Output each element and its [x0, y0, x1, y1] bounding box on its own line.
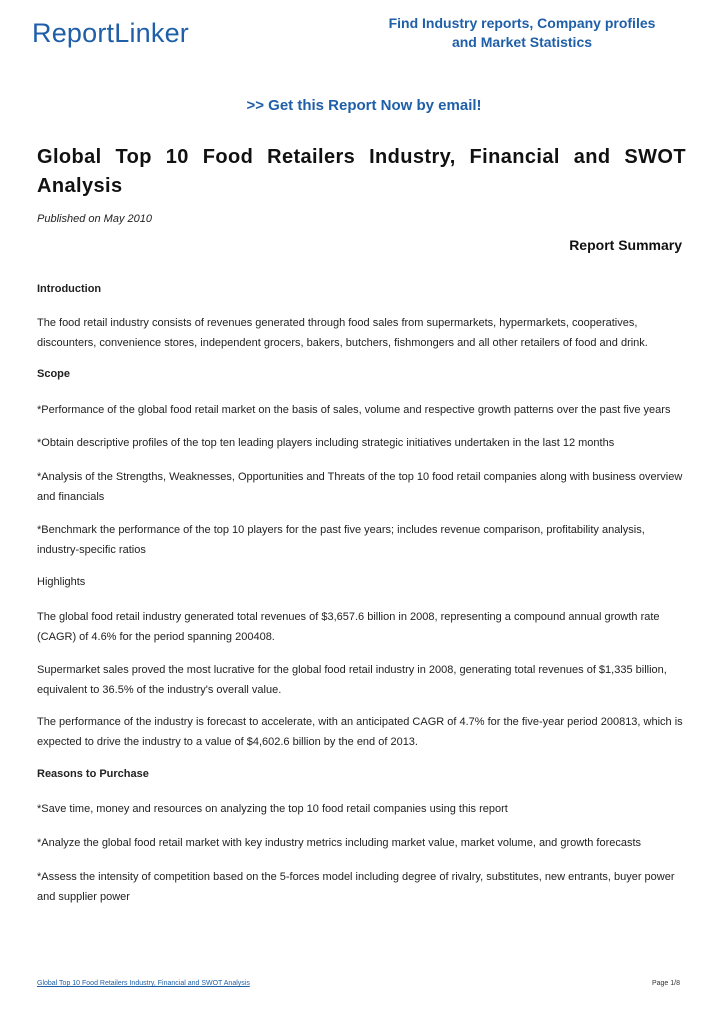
scope-item: *Performance of the global food retail market on the basis of sales, volume and respective growth patterns over the past five years: [37, 404, 671, 416]
reportlinker-logo[interactable]: ReportLinker: [32, 18, 189, 48]
reason-item: *Assess the intensity of competition based on the 5-forces model including degree of rivalry, substitutes, new entrants, buyer power and supplier power: [37, 871, 675, 903]
introduction-text: The food retail industry consists of revenues generated through food sales from supermarkets, hypermarkets, cooperatives, discounters, convenience stores, independent grocers, bakers, butchers, fishmongers and all other retailers of food and drink.: [37, 317, 648, 349]
footer-report-link[interactable]: Global Top 10 Food Retailers Industry, Financial and SWOT Analysis: [37, 980, 250, 987]
highlight-item: The performance of the industry is forecast to accelerate, with an anticipated CAGR of 4.7% for the five-year period 200813, which is expected to drive the industry to a value of $4,602.6 billion by the end of 2013.: [37, 716, 683, 748]
introduction-heading: Introduction: [37, 283, 102, 295]
highlights-heading: Highlights: [37, 576, 86, 588]
scope-item: *Benchmark the performance of the top 10 players for the past five years; includes revenue comparison, profitability analysis, industry-specific ratios: [37, 524, 645, 556]
scope-item: *Analysis of the Strengths, Weaknesses, Opportunities and Threats of the top 10 food retail companies along with business overview and financials: [37, 471, 683, 503]
reasons-heading: Reasons to Purchase: [37, 768, 149, 780]
report-summary-heading: Report Summary: [569, 237, 682, 253]
get-report-link[interactable]: >> Get this Report Now by email!: [246, 97, 482, 114]
reason-item: *Analyze the global food retail market with key industry metrics including market value, market volume, and growth forecasts: [37, 837, 642, 849]
header-tagline[interactable]: [372, 14, 672, 52]
highlight-item: Supermarket sales proved the most lucrative for the global food retail industry in 2008, generating total revenues of $1,335 billion, equivalent to 36.5% of the industry's overall value.: [37, 664, 667, 696]
reason-item: *Save time, money and resources on analyzing the top 10 food retail companies using this report: [37, 803, 508, 815]
report-title: Global Top 10 Food Retailers Industry, Financial and SWOT Analysis: [37, 146, 686, 197]
highlight-item: The global food retail industry generated total revenues of $3,657.6 billion in 2008, representing a compound annual growth rate (CAGR) of 4.6% for the period spanning 200408.: [37, 611, 660, 643]
scope-item: *Obtain descriptive profiles of the top ten leading players including strategic initiatives undertaken in the last 12 months: [37, 437, 615, 449]
tagline-line-1: Find Industry reports, Company profiles: [388, 15, 656, 31]
tagline-line-2: and Market Statistics: [451, 34, 593, 50]
scope-heading: Scope: [37, 368, 71, 380]
page-number: Page 1/8: [651, 980, 680, 987]
published-date: Published on May 2010: [37, 213, 152, 225]
